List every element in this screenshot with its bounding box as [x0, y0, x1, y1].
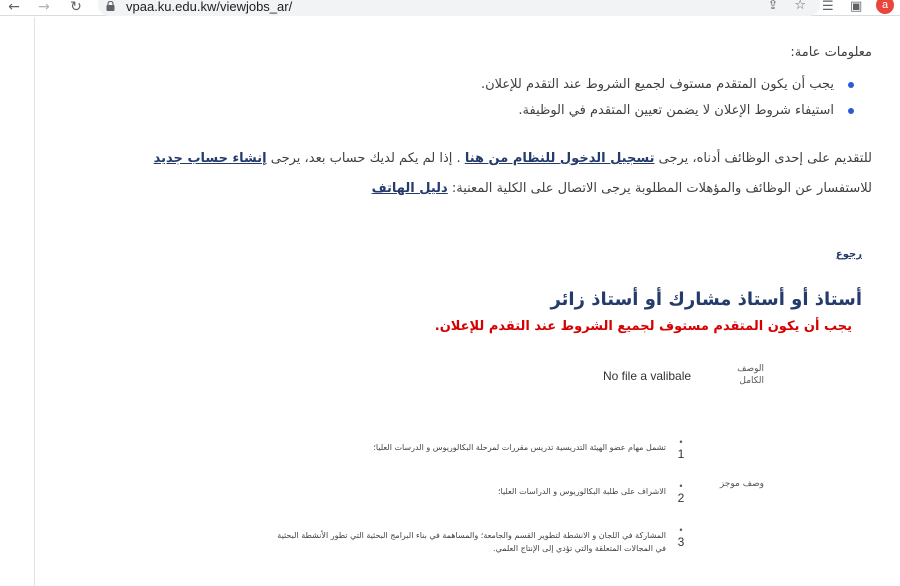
item-number: 2 [677, 491, 685, 505]
list-item [481, 101, 854, 127]
job-warning: يجب أن يكون المتقدم مستوف لجميع الشروط عند التقدم للإعلان. [434, 319, 852, 334]
bullet-dot-icon [848, 82, 854, 88]
register-link[interactable]: إنشاء حساب جديد [153, 151, 267, 166]
inquiry-text: للاستفسار عن الوظائف والمؤهلات المطلوبة يرجى الاتصال على الكلية المعنية: [451, 181, 872, 196]
job-title: أستاذ أو أستاذ مشارك أو أستاذ زائر [550, 289, 862, 310]
page-content [34, 17, 900, 586]
profile-avatar[interactable]: a [876, 0, 894, 14]
inquiry-instructions [372, 181, 872, 196]
item-number: 1 [677, 447, 685, 461]
brief-description-label: وصف موجز [719, 479, 764, 489]
apply-text-1: للتقديم على إحدى الوظائف أدناه، يرجى [658, 151, 872, 166]
bullet-icon: • [679, 481, 683, 491]
apply-text-2: . إذا لم يكم لديك حساب بعد، يرجى [270, 151, 461, 166]
list-item [481, 75, 854, 101]
phone-directory-link[interactable]: دليل الهاتف [371, 181, 448, 196]
back-link[interactable]: رجوع [835, 249, 862, 260]
reload-icon[interactable]: ↻ [70, 0, 82, 15]
side-panel-icon[interactable]: ▣ [850, 0, 863, 14]
full-description-label: الوصف الكامل [737, 364, 764, 386]
bookmark-star-icon[interactable]: ☆ [794, 0, 806, 13]
lock-icon[interactable] [106, 1, 115, 11]
item-text: المشاركة في اللجان و الانشطة لتطوير القسم والجامعة؛ والمساهمة في بناء البرامج البحثية التي تطور الأنشطة البحثية في المجالات المتعلقة والتي تؤدي إلى الإنتاج العلمي. [277, 531, 666, 553]
address-bar[interactable] [98, 0, 820, 16]
no-file-text: No file a valibale [603, 369, 692, 383]
bullet-icon: • [679, 437, 683, 447]
general-info-title: معلومات عامة: [790, 45, 872, 60]
item-number: 3 [677, 535, 685, 549]
login-link[interactable]: تسجيل الدخول للنظام من هنا [464, 151, 655, 166]
item-text: تشمل مهام عضو الهيئة التدريسية تدريس مقررات لمرحلة البكالوريوس و الدرسات العليا؛ [373, 443, 666, 452]
back-arrow-icon[interactable]: ← [8, 0, 20, 15]
apply-instructions [154, 151, 872, 166]
bullet-dot-icon [848, 108, 854, 114]
bullet-icon: • [679, 525, 683, 535]
reading-list-icon[interactable]: ☰ [822, 0, 834, 14]
url-text[interactable]: vpaa.ku.edu.kw/viewjobs_ar/ [126, 0, 293, 14]
general-info-list [481, 75, 854, 127]
list-item-text: يجب أن يكون المتقدم مستوف لجميع الشروط عند التقدم للإعلان. [480, 77, 834, 92]
browser-toolbar [0, 0, 900, 16]
share-icon[interactable]: ⇪ [767, 0, 779, 13]
item-text: الاشراف على طلبة البكالوريوس و الدراسات العليا؛ [497, 487, 666, 496]
list-item-text: استيفاء شروط الإعلان لا يضمن تعيين المتقدم في الوظيفة. [518, 103, 834, 118]
forward-arrow-icon[interactable]: → [38, 0, 50, 15]
